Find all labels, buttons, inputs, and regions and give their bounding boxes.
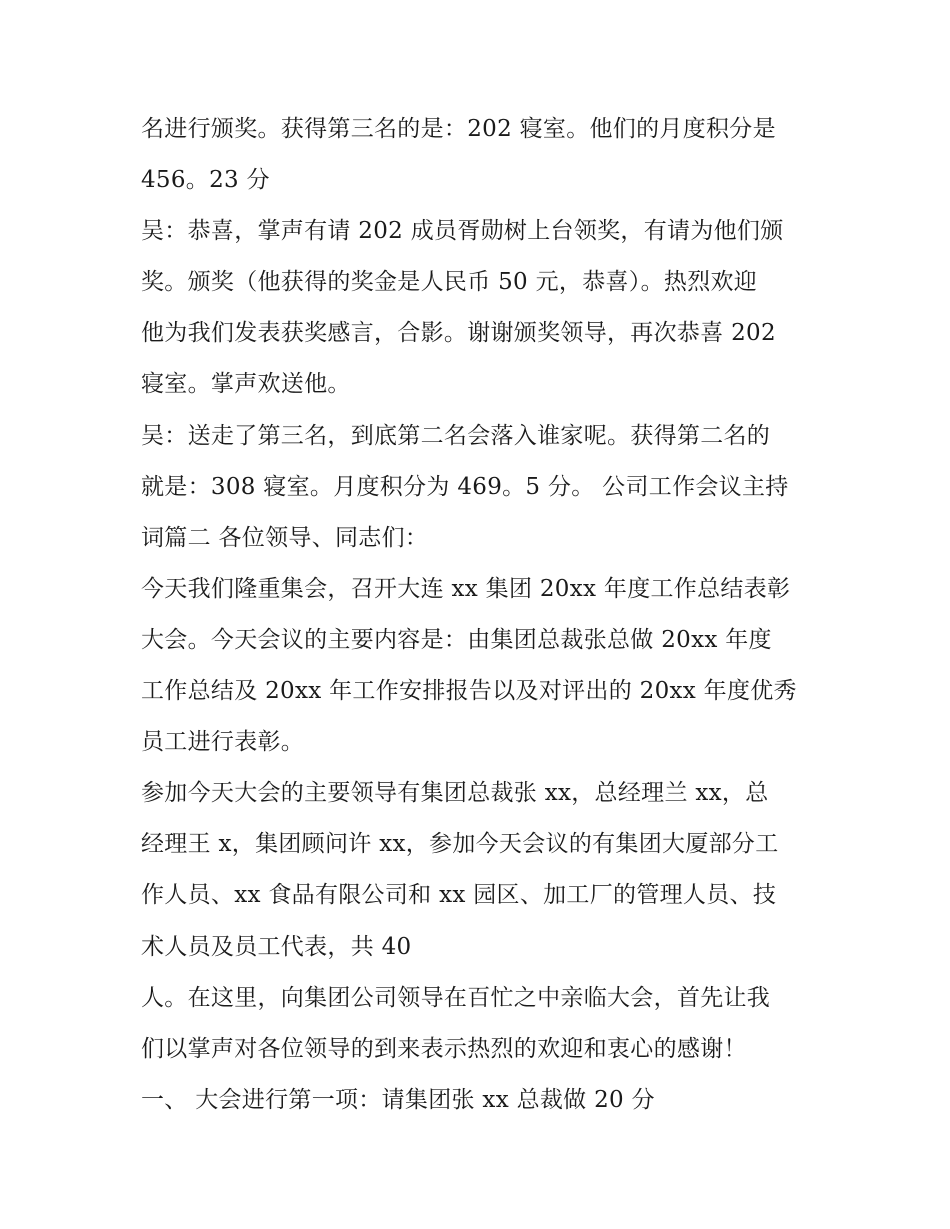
text-line: 奖。颁奖（他获得的奖金是人民币 50 元，恭喜）。热烈欢迎 [141, 269, 758, 296]
text-line: 寝室。掌声欢送他。 [141, 371, 351, 398]
text-line: 作人员、xx 食品有限公司和 xx 园区、加工厂的管理人员、技 [141, 882, 777, 909]
text-line: 今天我们隆重集会，召开大连 xx 集团 20xx 年度工作总结表彰 [141, 575, 791, 602]
text-line: 员工进行表彰。 [141, 729, 305, 756]
text-line: 吴：送走了第三名，到底第二名会落入谁家呢。获得第二名的 [141, 422, 771, 449]
text-line: 大会。今天会议的主要内容是：由集团总裁张总做 20xx 年度 [141, 626, 772, 653]
text-line: 名进行颁奖。获得第三名的是：202 寝室。他们的月度积分是 [141, 116, 776, 142]
text-line: 经理王 x，集团顾问许 xx，参加今天会议的有集团大厦部分工 [141, 831, 779, 858]
text-line: 吴：恭喜，掌声有请 202 成员胥勋树上台领奖，有请为他们颁 [141, 218, 784, 245]
text-line: 就是：308 寝室。月度积分为 469。5 分。 公司工作会议主持 [141, 473, 789, 500]
document-body [141, 104, 821, 1126]
text-line: 工作总结及 20xx 年工作安排报告以及对评出的 20xx 年度优秀 [141, 678, 797, 705]
text-line: 们以掌声对各位领导的到来表示热烈的欢迎和衷心的感谢！ [141, 1035, 747, 1062]
text-line: 他为我们发表获奖感言，合影。谢谢颁奖领导，再次恭喜 202 [141, 320, 776, 347]
text-line: 术人员及员工代表，共 40 [141, 933, 412, 960]
text-line: 一、 大会进行第一项：请集团张 xx 总裁做 20 分 [141, 1086, 655, 1113]
text-line: 456。23 分 [141, 167, 270, 194]
text-line: 词篇二 各位领导、同志们： [141, 524, 429, 551]
text-line: 参加今天大会的主要领导有集团总裁张 xx，总经理兰 xx，总 [141, 780, 769, 807]
text-line: 人。在这里，向集团公司领导在百忙之中亲临大会，首先让我 [141, 984, 771, 1011]
